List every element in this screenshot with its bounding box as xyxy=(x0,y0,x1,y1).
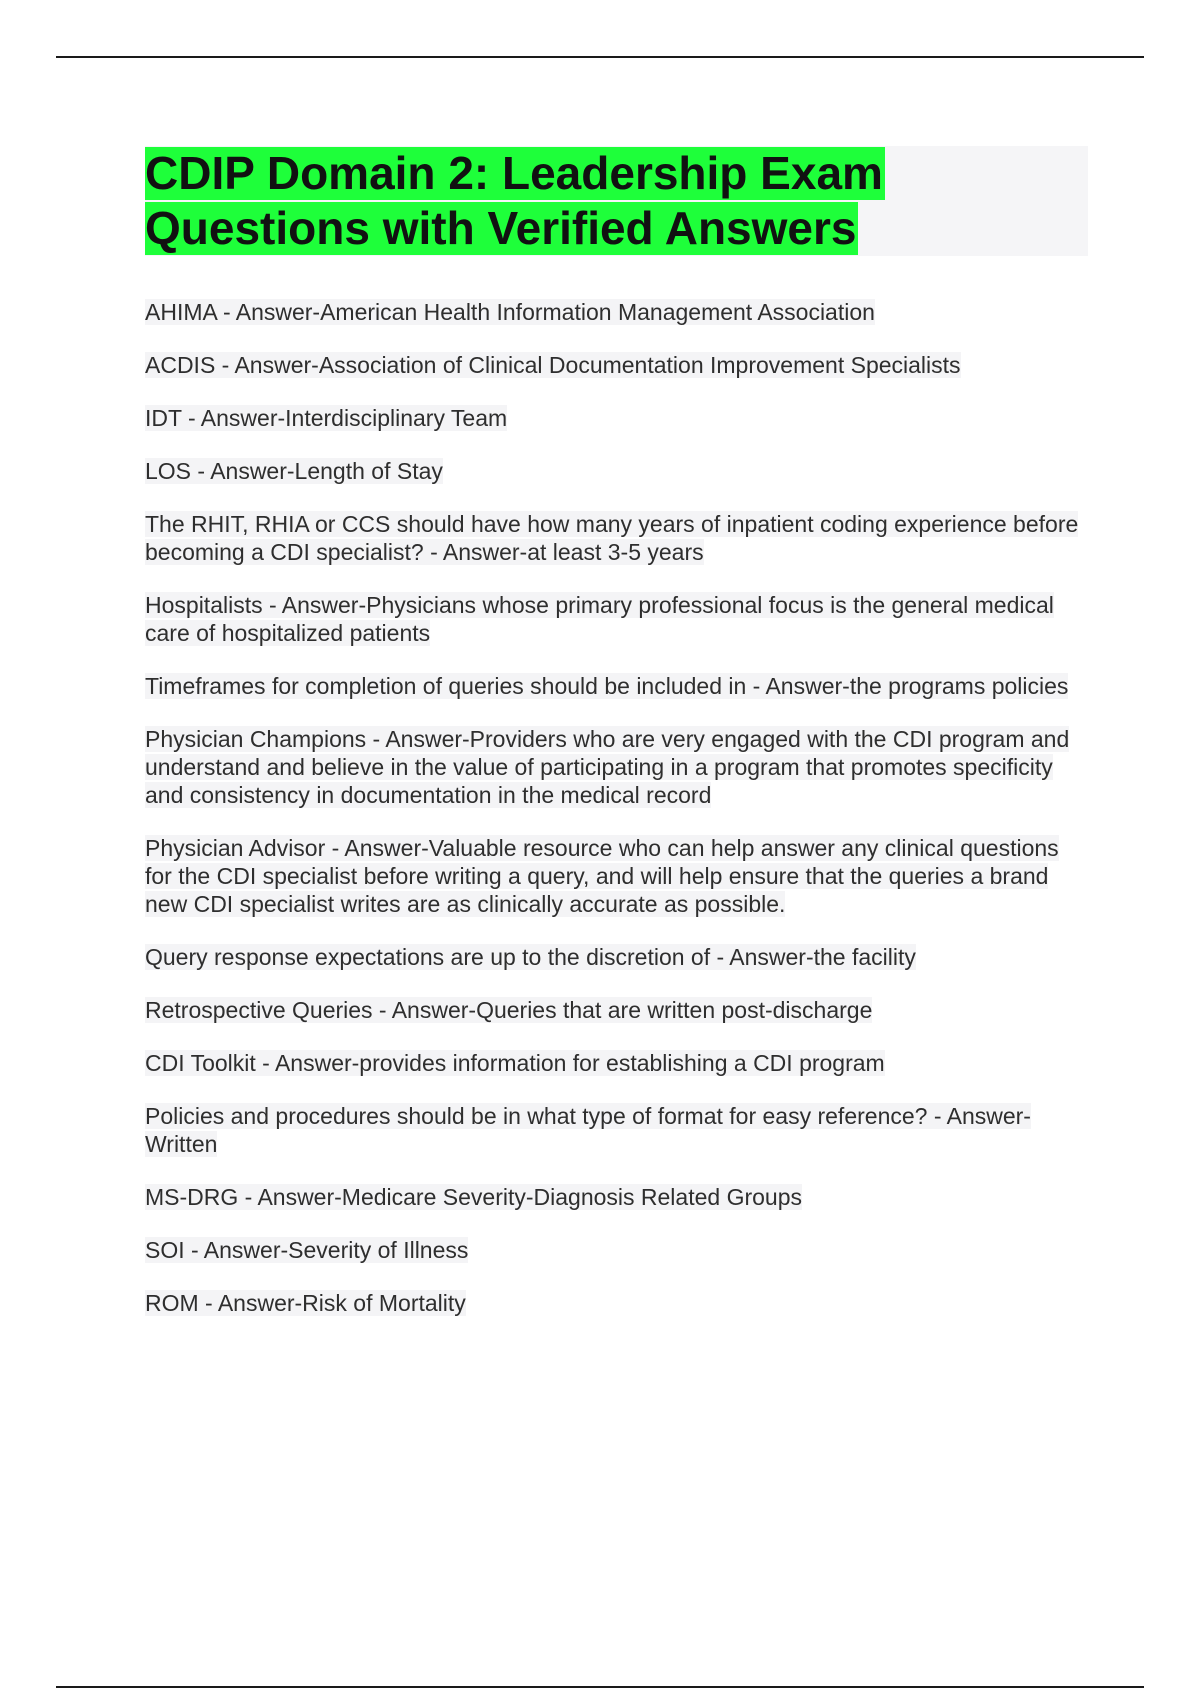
qa-item xyxy=(145,1102,1090,1158)
qa-text: Policies and procedures should be in what type of format for easy reference? - Answer-Written xyxy=(145,1103,1031,1157)
qa-item xyxy=(145,996,1090,1024)
qa-item xyxy=(145,1289,1090,1317)
qa-text: Hospitalists - Answer-Physicians whose primary professional focus is the general medical care of hospitalized patients xyxy=(145,592,1054,646)
qa-item xyxy=(145,457,1090,485)
qa-item xyxy=(145,404,1090,432)
qa-item xyxy=(145,510,1090,566)
qa-item xyxy=(145,834,1090,918)
qa-item xyxy=(145,725,1090,809)
qa-text: MS-DRG - Answer-Medicare Severity-Diagnosis Related Groups xyxy=(145,1184,802,1210)
page-title xyxy=(145,146,1088,256)
qa-item xyxy=(145,1183,1090,1211)
qa-item xyxy=(145,943,1090,971)
qa-item xyxy=(145,672,1090,700)
qa-text: SOI - Answer-Severity of Illness xyxy=(145,1237,469,1263)
title-line-2: Questions with Verified Answers xyxy=(145,202,857,254)
qa-item xyxy=(145,591,1090,647)
qa-list xyxy=(145,298,1090,1342)
qa-text: Physician Advisor - Answer-Valuable resource who can help answer any clinical questions for the CDI specialist before writing a query, and will help ensure that the queries a brand new CDI specialist writes are as clinically accurate as possible. xyxy=(145,835,1059,917)
bottom-divider xyxy=(56,1686,1144,1688)
top-divider xyxy=(56,56,1144,58)
qa-text: ACDIS - Answer-Association of Clinical Documentation Improvement Specialists xyxy=(145,352,961,378)
qa-text: ROM - Answer-Risk of Mortality xyxy=(145,1290,466,1316)
qa-text: Timeframes for completion of queries should be included in - Answer-the programs policies xyxy=(145,673,1069,699)
qa-text: Retrospective Queries - Answer-Queries that are written post-discharge xyxy=(145,997,873,1023)
qa-text: Physician Champions - Answer-Providers who are very engaged with the CDI program and understand and believe in the value of participating in a program that promotes specificity and consistency in documentation in the medical record xyxy=(145,726,1070,808)
qa-item xyxy=(145,298,1090,326)
title-line-1: CDIP Domain 2: Leadership Exam xyxy=(145,147,883,199)
title-block xyxy=(145,146,1088,256)
qa-item xyxy=(145,351,1090,379)
qa-text: LOS - Answer-Length of Stay xyxy=(145,458,443,484)
qa-item xyxy=(145,1236,1090,1264)
qa-text: CDI Toolkit - Answer-provides information for establishing a CDI program xyxy=(145,1050,885,1076)
qa-item xyxy=(145,1049,1090,1077)
qa-text: The RHIT, RHIA or CCS should have how many years of inpatient coding experience before becoming a CDI specialist? - Answer-at least 3-5 years xyxy=(145,511,1079,565)
qa-text: Query response expectations are up to the discretion of - Answer-the facility xyxy=(145,944,916,970)
qa-text: IDT - Answer-Interdisciplinary Team xyxy=(145,405,508,431)
qa-text: AHIMA - Answer-American Health Information Management Association xyxy=(145,299,875,325)
